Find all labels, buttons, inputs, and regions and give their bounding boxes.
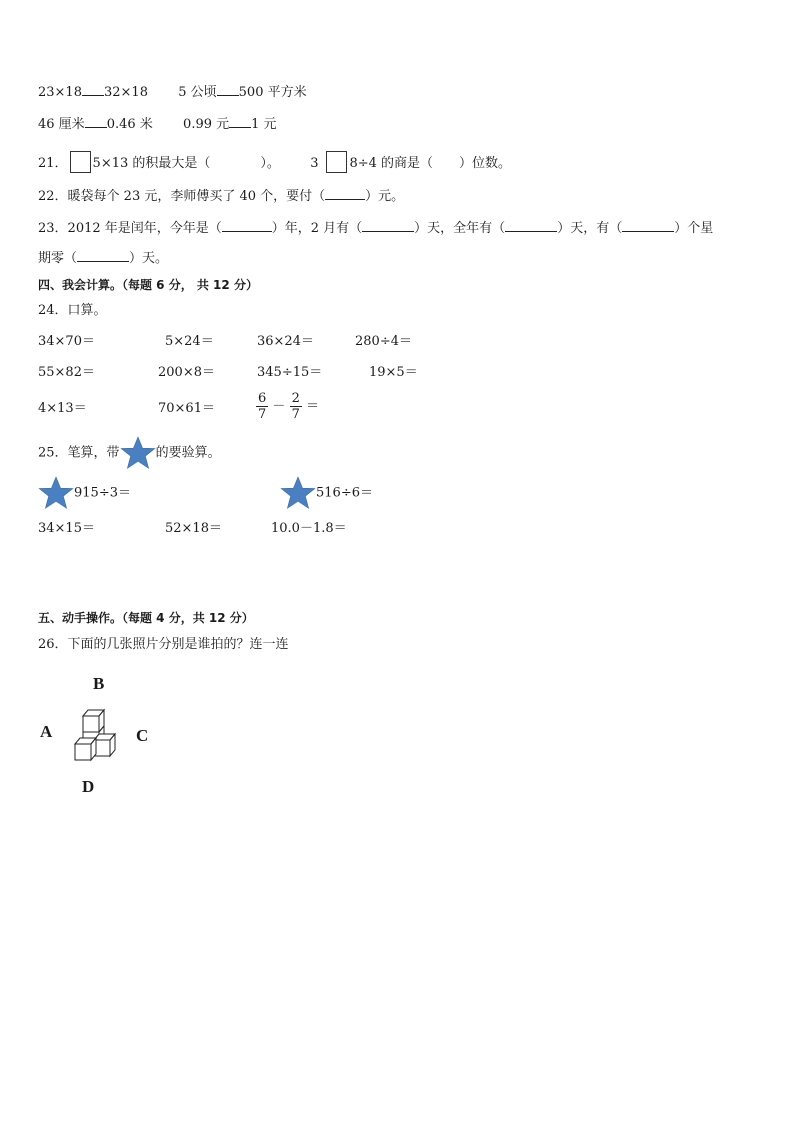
answer-blank[interactable] — [217, 84, 239, 96]
oral-calc-item: 280÷4＝ — [355, 334, 412, 349]
compare-right: 500 平方米 — [238, 85, 307, 100]
calc-expression: 915÷3＝ — [74, 485, 131, 501]
calc-expression: 516÷6＝ — [316, 485, 373, 501]
denominator: 7 — [291, 407, 300, 422]
oral-calc-item: 19×5＝ — [369, 365, 418, 380]
question-text: ）元。 — [365, 189, 405, 204]
oral-calc-item: 70×61＝ — [158, 401, 215, 416]
question-text: 下面的几张照片分别是谁拍的？连一连 — [67, 637, 289, 652]
compare-right: 0.46 米 — [106, 117, 153, 132]
equals-sign: ＝ — [306, 399, 320, 414]
question-22 — [38, 188, 404, 205]
answer-blank[interactable] — [82, 84, 104, 96]
numerator: 2 — [291, 391, 300, 406]
question-21 — [38, 151, 511, 173]
compare-row-2 — [38, 116, 277, 133]
answer-box[interactable] — [70, 151, 91, 173]
written-calc-item: 10.0－1.8＝ — [271, 521, 347, 536]
question-number: 24． — [38, 303, 68, 318]
view-label-d: D — [82, 777, 95, 796]
star-icon — [38, 476, 74, 510]
question-23-line-1 — [38, 220, 713, 237]
written-calc-item — [280, 476, 373, 511]
question-text: 笔算，带 — [67, 445, 120, 461]
answer-blank[interactable] — [505, 220, 557, 232]
question-text: 8÷4 的商是（ — [349, 156, 434, 171]
question-number: 25． — [38, 445, 68, 461]
question-text: 口算。 — [67, 303, 107, 318]
written-calc-item: 52×18＝ — [165, 521, 222, 536]
cube-stack-figure — [70, 706, 120, 764]
answer-blank[interactable] — [85, 116, 107, 128]
question-number: 21． — [38, 156, 68, 171]
numerator: 6 — [258, 391, 267, 406]
oral-calc-item: 200×8＝ — [158, 365, 215, 380]
question-text: ）位数。 — [459, 156, 512, 171]
question-text: 的要验算。 — [155, 445, 221, 461]
written-calc-item — [38, 476, 131, 511]
answer-blank[interactable] — [229, 116, 251, 128]
question-text: ）。 — [260, 156, 280, 171]
question-text: 2012 年是闰年，今年是（ — [67, 221, 222, 236]
section-4-heading: 四、我会计算。（每题 6 分， 共 12 分） — [38, 278, 258, 292]
compare-right: 32×18 — [103, 85, 148, 100]
answer-blank[interactable] — [77, 250, 129, 262]
question-25-title — [38, 436, 221, 471]
question-number: 23． — [38, 221, 68, 236]
view-label-b: B — [93, 674, 105, 693]
oral-calc-item: 4×13＝ — [38, 401, 87, 416]
compare-left: 0.99 元 — [183, 117, 230, 132]
question-text: ）个星 — [674, 221, 714, 236]
compare-left: 5 公顷 — [178, 85, 217, 100]
written-calc-item: 34×15＝ — [38, 521, 95, 536]
fraction-expression — [256, 391, 319, 422]
question-number: 26． — [38, 637, 68, 652]
question-text: 暖袋每个 23 元，李师傅买了 40 个，要付（ — [67, 189, 326, 204]
section-5-heading: 五、动手操作。（每题 4 分，共 12 分） — [38, 611, 254, 625]
question-26 — [38, 637, 289, 653]
star-icon — [280, 476, 316, 510]
view-label-c: C — [136, 726, 149, 745]
question-text: 期零（ — [38, 251, 78, 266]
denominator: 7 — [258, 407, 267, 422]
compare-right: 1 元 — [251, 117, 277, 132]
answer-box[interactable] — [326, 151, 347, 173]
answer-blank[interactable] — [622, 220, 674, 232]
oral-calc-item: 345÷15＝ — [257, 365, 323, 380]
compare-left: 46 厘米 — [38, 117, 85, 132]
answer-blank[interactable] — [222, 220, 272, 232]
oral-calc-item: 36×24＝ — [257, 334, 314, 349]
question-text: ）天，全年有（ — [414, 221, 506, 236]
oral-calc-item: 5×24＝ — [165, 334, 214, 349]
answer-blank[interactable] — [362, 220, 414, 232]
question-text: ）年，2 月有（ — [271, 221, 363, 236]
question-text: ）天，有（ — [557, 221, 623, 236]
view-label-a: A — [40, 722, 53, 741]
answer-blank[interactable] — [325, 188, 365, 200]
question-text: 3 — [310, 156, 319, 171]
compare-left: 23×18 — [38, 85, 82, 100]
compare-row-1 — [38, 84, 307, 101]
question-number: 22． — [38, 189, 68, 204]
question-text: 5×13 的积最大是（ — [92, 156, 211, 171]
star-icon — [120, 436, 156, 470]
question-23-line-2 — [38, 250, 168, 267]
fraction — [256, 391, 268, 422]
oral-calc-item: 34×70＝ — [38, 334, 95, 349]
oral-calc-item: 55×82＝ — [38, 365, 95, 380]
question-24-title — [38, 303, 107, 319]
fraction — [290, 391, 302, 422]
minus-sign: － — [272, 399, 286, 414]
question-text: ）天。 — [129, 251, 169, 266]
